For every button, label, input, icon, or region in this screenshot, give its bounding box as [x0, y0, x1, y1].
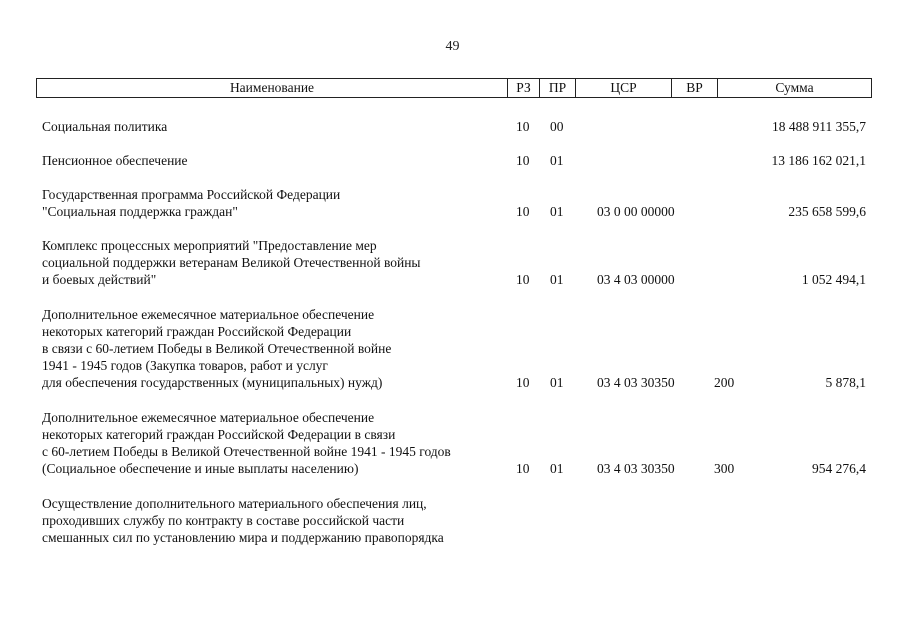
row-rz: 10: [516, 375, 530, 390]
column-header-csr: ЦСР: [576, 79, 672, 97]
row-pr: 01: [550, 272, 564, 287]
row-pr: 01: [550, 461, 564, 476]
row-name: Дополнительное ежемесячное материальное обеспечение некоторых категорий граждан Российской Федерации в связи с 60-летием Победы в Великой Отечественной войне 1941 - 1945 годов (Закупка товаров, работ и услуг для обеспечения государственных (муниципальных) нужд): [42, 307, 392, 390]
table-row: [36, 118, 872, 135]
column-header-vr: ВР: [672, 79, 718, 97]
column-header-rz: РЗ: [508, 79, 540, 97]
row-name: Комплекс процессных мероприятий "Предоставление мер социальной поддержки ветеранам Великой Отечественной войны и боевых действий": [42, 238, 421, 287]
row-sum: 5 878,1: [825, 375, 866, 390]
row-csr: 03 0 00 00000: [597, 204, 675, 219]
row-csr: 03 4 03 30350: [597, 461, 675, 476]
table-row: [36, 495, 872, 546]
table-row: [36, 237, 872, 288]
row-vr: 200: [714, 375, 735, 390]
row-rz: 10: [516, 204, 530, 219]
row-name: Осуществление дополнительного материального обеспечения лиц, проходивших службу по контракту в составе российской части смешанных сил по установлению мира и поддержанию правопорядка: [42, 496, 444, 545]
row-vr: 300: [714, 461, 735, 476]
row-name: Социальная политика: [42, 119, 168, 134]
table-row: [36, 409, 872, 477]
column-header-pr: ПР: [540, 79, 576, 97]
row-name: Дополнительное ежемесячное материальное обеспечение некоторых категорий граждан Российской Федерации в связи с 60-летием Победы в Великой Отечественной войне 1941 - 1945 годов (Социальное обеспечение и иные выплаты населению): [42, 410, 451, 476]
row-pr: 01: [550, 375, 564, 390]
row-pr: 01: [550, 153, 564, 168]
row-csr: 03 4 03 00000: [597, 272, 675, 287]
row-sum: 1 052 494,1: [801, 272, 866, 287]
row-pr: 00: [550, 119, 564, 134]
row-rz: 10: [516, 461, 530, 476]
row-name: Государственная программа Российской Федерации "Социальная поддержка граждан": [42, 187, 341, 219]
row-sum: 235 658 599,6: [788, 204, 866, 219]
table-row: [36, 152, 872, 169]
row-rz: 10: [516, 272, 530, 287]
row-pr: 01: [550, 204, 564, 219]
row-name: Пенсионное обеспечение: [42, 153, 188, 168]
row-csr: 03 4 03 30350: [597, 375, 675, 390]
row-sum: 954 276,4: [812, 461, 866, 476]
column-header-name: Наименование: [37, 79, 508, 97]
table-row: [36, 306, 872, 391]
row-sum: 13 186 162 021,1: [771, 153, 866, 168]
table-row: [36, 186, 872, 220]
row-rz: 10: [516, 119, 530, 134]
page-number: 49: [445, 39, 460, 54]
row-rz: 10: [516, 153, 530, 168]
column-header-sum: Сумма: [775, 80, 814, 95]
row-sum: 18 488 911 355,7: [772, 119, 866, 134]
